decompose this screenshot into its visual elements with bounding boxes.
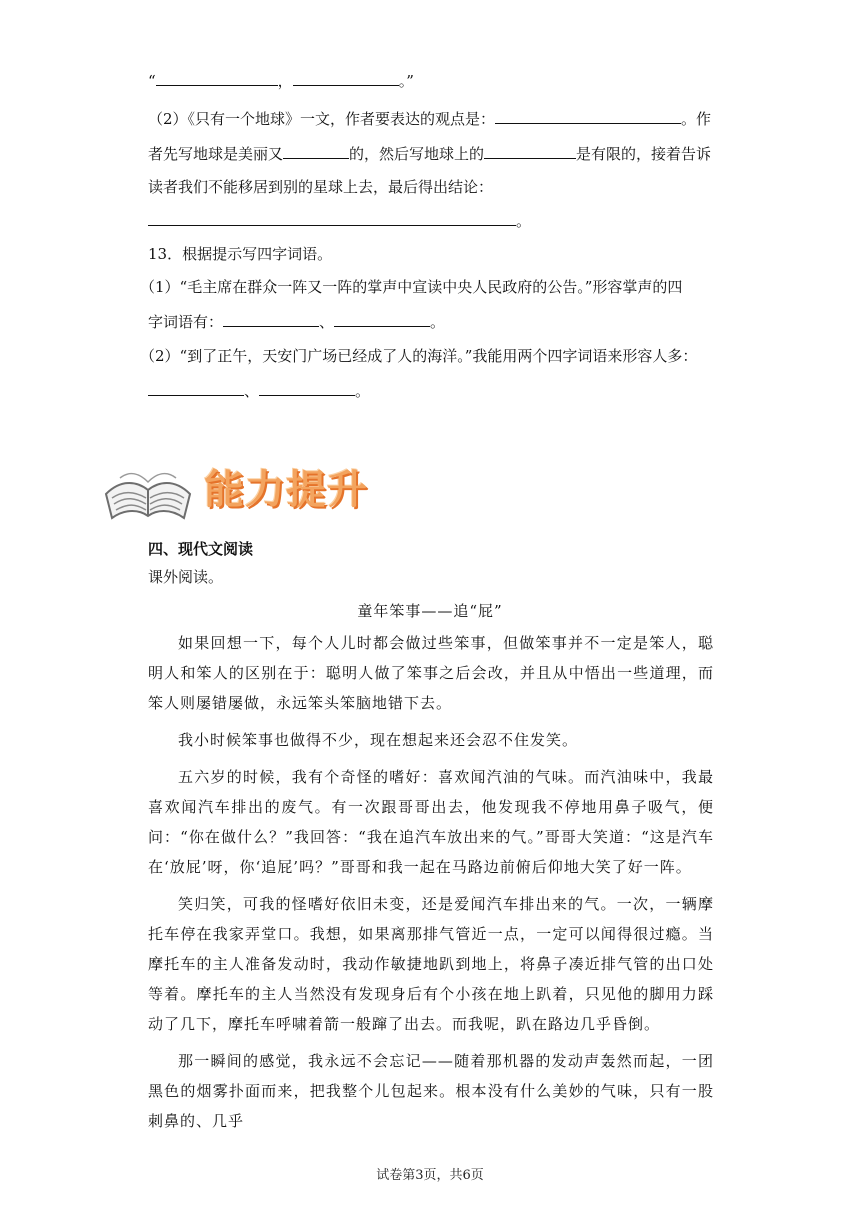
close-quote: 。” [398, 72, 414, 90]
q12-part2-text: 是有限的，接着告诉 [576, 145, 712, 163]
open-quote: “ [148, 72, 156, 90]
q13-part1-line2 [148, 311, 445, 332]
article-paragraph: 如果回想一下，每个人儿时都会做过些笨事，但做笨事并不一定是笨人，聪明人和笨人的区别在于：聪明人做了笨事之后会改，并且从中悟出一些道理，而笨人则屡错屡做，永远笨头笨脑地错下去。 [148, 634, 714, 712]
q12-part2-text: 者先写地球是美丽又 [148, 145, 284, 163]
open-book-icon [100, 448, 196, 524]
separator: 、 [319, 313, 335, 331]
answer-blank[interactable] [156, 70, 278, 86]
q13-part2-line2 [148, 380, 370, 401]
separator: 、 [244, 382, 260, 400]
answer-blank[interactable] [148, 210, 516, 226]
q13-part2-line1: （2）“到了正午，天安门广场已经成了人的海洋。”我能用两个四字词语来形容人多： [140, 347, 698, 365]
answer-blank[interactable] [334, 311, 430, 327]
answer-blank[interactable] [283, 143, 349, 159]
answer-blank[interactable] [148, 380, 244, 396]
q12-part2-text: （2）《只有一个地球》一文，作者要表达的观点是： [148, 110, 496, 128]
article-paragraph: 笑归笑，可我的怪嗜好依旧未变，还是爱闻汽车排出来的气。一次，一辆摩托车停在我家弄堂口。我想，如果离那排气管近一点，一定可以闻得很过瘾。当摩托车的主人准备发动时，我动作敏捷地趴到地上，将鼻子凑近排气管的出口处等着。摩托车的主人当然没有发现身后有个小孩在地上趴着，只见他的脚用力踩动了几下，摩托车呼啸着箭一般蹿了出去。而我呢，趴在路边几乎昏倒。 [148, 895, 714, 1033]
q12-part2-text: 。作 [681, 110, 712, 128]
q13-part1-line1: （1）“毛主席在群众一阵又一阵的掌声中宣读中央人民政府的公告。”形容掌声的四 [140, 278, 683, 296]
section-heading: 四、现代文阅读 [148, 540, 254, 558]
answer-blank[interactable] [484, 143, 576, 159]
q12-part2-text: 的，然后写地球上的 [349, 145, 485, 163]
q12-part2-line4 [148, 210, 531, 231]
article-body [148, 628, 714, 1143]
q12-part2-line2 [148, 143, 711, 164]
q12-part1-line [148, 70, 414, 91]
q12-part2-line3: 读者我们不能移居到别的星球上去，最后得出结论： [148, 178, 494, 196]
article-paragraph: 我小时候笨事也做得不少，现在想起来还会忍不住发笑。 [178, 731, 579, 749]
article-paragraph: 那一瞬间的感觉，我永远不会忘记——随着那机器的发动声轰然而起，一团黑色的烟雾扑面而来，把我整个儿包起来。根本没有什么美妙的气味，只有一股刺鼻的、几乎 [148, 1052, 714, 1130]
article-title: 童年笨事——追“屁” [357, 602, 503, 620]
period: 。 [355, 382, 371, 400]
period: 。 [516, 212, 532, 230]
article-paragraph: 五六岁的时候，我有个奇怪的嗜好：喜欢闻汽油的气味。而汽油味中，我最喜欢闻汽车排出的废气。有一次跟哥哥出去，他发现我不停地用鼻子吸气，便问：“你在做什么？”我回答：“我在追汽车放出来的气。”哥哥大笑道：“这是汽车在‘放屁’呀，你‘追屁’吗？”哥哥和我一起在马路边前俯后仰地大笑了好一阵。 [148, 768, 714, 876]
banner-title: 能力提升 [204, 467, 368, 513]
answer-blank[interactable] [223, 311, 319, 327]
separator: ， [277, 72, 293, 90]
ability-banner [100, 448, 420, 528]
section-subheading: 课外阅读。 [148, 568, 224, 586]
q13-text: 字词语有： [148, 313, 224, 331]
period: 。 [430, 313, 446, 331]
answer-blank[interactable] [293, 70, 399, 86]
q12-part2-line1 [148, 108, 711, 129]
q13-heading: 13．根据提示写四字词语。 [148, 245, 333, 263]
answer-blank[interactable] [495, 108, 681, 124]
page-footer: 试卷第3页，共6页 [376, 1168, 484, 1183]
answer-blank[interactable] [259, 380, 355, 396]
